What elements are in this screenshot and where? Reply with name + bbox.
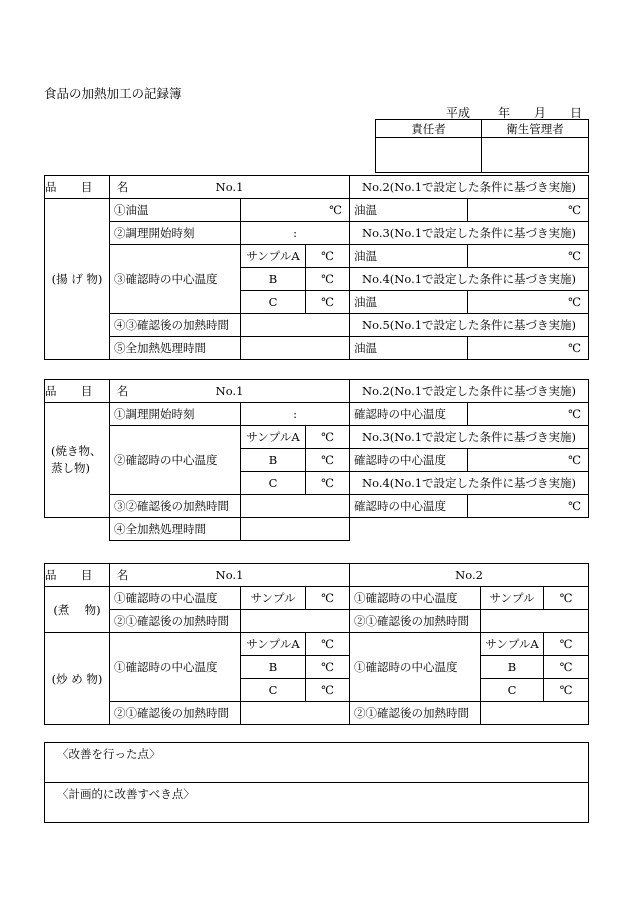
no3-core-temp-field[interactable]: ℃ bbox=[468, 449, 589, 472]
no2-header: No.2(No.1で設定した条件に基づき実施) bbox=[350, 176, 589, 199]
stirfry-no2-sample-a-field[interactable]: ℃ bbox=[544, 633, 589, 656]
stirfry-no2-sample-b-label: B bbox=[481, 656, 544, 679]
no4-oil-temp-label: 油温 bbox=[350, 291, 468, 314]
stirfry-core-temp-label: ①確認時の中心温度 bbox=[110, 633, 241, 702]
grilled-category-line2: 蒸し物) bbox=[51, 461, 90, 475]
boiled-no2-sample-label: サンプル bbox=[481, 587, 544, 610]
cook-start-field[interactable]: : bbox=[241, 403, 350, 426]
heat-after-field[interactable] bbox=[241, 314, 350, 337]
boiled-no2-heat-after-label: ②①確認後の加熱時間 bbox=[350, 610, 481, 633]
sample-b-label: B bbox=[241, 268, 306, 291]
stirfry-no2-sample-b-field[interactable]: ℃ bbox=[544, 656, 589, 679]
no3-header: No.3(No.1で設定した条件に基づき実施) bbox=[350, 222, 589, 245]
stirfry-no2-sample-c-field[interactable]: ℃ bbox=[544, 679, 589, 702]
no2-header: No.2(No.1で設定した条件に基づき実施) bbox=[350, 380, 589, 403]
boiled-sample-label: サンプル bbox=[241, 587, 306, 610]
grilled-category bbox=[45, 403, 110, 518]
heat-after-label: ④③確認後の加熱時間 bbox=[110, 314, 241, 337]
no5-header: No.5(No.1で設定した条件に基づき実施) bbox=[350, 314, 589, 337]
sample-c-label: C bbox=[241, 472, 306, 495]
improved-points-field[interactable]: 〈改善を行った点〉 bbox=[45, 743, 589, 783]
notes-table bbox=[44, 742, 589, 823]
item-name-header: 品 目 名 bbox=[45, 176, 110, 199]
boiled-no2-sample-field[interactable]: ℃ bbox=[544, 587, 589, 610]
hygiene-manager-header: 衛生管理者 bbox=[482, 120, 589, 138]
stirfry-heat-after-field[interactable] bbox=[241, 702, 350, 725]
cook-start-field[interactable]: : bbox=[241, 222, 350, 245]
no2-core-temp-field[interactable]: ℃ bbox=[468, 403, 589, 426]
stirfry-category: (炒 め 物) bbox=[45, 633, 110, 725]
sample-c-label: C bbox=[241, 291, 306, 314]
no4-core-temp-label: 確認時の中心温度 bbox=[350, 495, 468, 518]
boiled-heat-after-field[interactable] bbox=[241, 610, 350, 633]
boiled-no2-core-temp-label: ①確認時の中心温度 bbox=[350, 587, 481, 610]
grilled-category-line1: (焼き物、 bbox=[51, 444, 102, 458]
page-title: 食品の加熱加工の記録簿 bbox=[44, 86, 182, 101]
no3-header: No.3(No.1で設定した条件に基づき実施) bbox=[350, 426, 589, 449]
hygiene-manager-signature-field[interactable] bbox=[482, 138, 589, 173]
stirfry-no2-core-temp-label: ①確認時の中心温度 bbox=[350, 633, 481, 702]
no3-oil-temp-field[interactable]: ℃ bbox=[468, 245, 589, 268]
total-heat-field[interactable] bbox=[241, 518, 350, 541]
heat-after-field[interactable] bbox=[241, 495, 350, 518]
cook-start-label: ①調理開始時刻 bbox=[110, 403, 241, 426]
stirfry-no2-heat-after-field[interactable] bbox=[481, 702, 589, 725]
boiled-stirfry-record-table bbox=[44, 563, 589, 725]
no2-oil-temp-label: 油温 bbox=[350, 199, 468, 222]
responsible-header: 責任者 bbox=[376, 120, 482, 138]
stirfry-sample-a-field[interactable]: ℃ bbox=[306, 633, 350, 656]
stirfry-no2-sample-a-label: サンプルA bbox=[481, 633, 544, 656]
no5-oil-temp-field[interactable]: ℃ bbox=[468, 337, 589, 360]
month-label: 月 bbox=[534, 106, 547, 120]
boiled-category: (煮 物) bbox=[45, 587, 110, 633]
oil-temp-no1-field[interactable]: ℃ bbox=[241, 199, 350, 222]
no4-header: No.4(No.1で設定した条件に基づき実施) bbox=[350, 268, 589, 291]
fried-category: (揚 げ 物) bbox=[45, 199, 110, 360]
total-heat-label: ⑤全加熱処理時間 bbox=[110, 337, 241, 360]
sample-a-label: サンプルA bbox=[241, 426, 306, 449]
no2-core-temp-label: 確認時の中心温度 bbox=[350, 403, 468, 426]
core-temp-label: ③確認時の中心温度 bbox=[110, 245, 241, 314]
stirfry-sample-b-field[interactable]: ℃ bbox=[306, 656, 350, 679]
total-heat-field[interactable] bbox=[241, 337, 350, 360]
sample-c-field[interactable]: ℃ bbox=[306, 472, 350, 495]
no2-oil-temp-field[interactable]: ℃ bbox=[468, 199, 589, 222]
year-label: 年 bbox=[498, 106, 511, 120]
cook-start-label: ②調理開始時刻 bbox=[110, 222, 241, 245]
total-heat-label: ④全加熱処理時間 bbox=[110, 518, 241, 541]
no5-oil-temp-label: 油温 bbox=[350, 337, 468, 360]
stirfry-no2-heat-after-label: ②①確認後の加熱時間 bbox=[350, 702, 481, 725]
item-name-header: 品 目 名 bbox=[45, 564, 110, 587]
signature-table bbox=[375, 119, 589, 173]
core-temp-label: ②確認時の中心温度 bbox=[110, 426, 241, 495]
era-label: 平成 bbox=[446, 106, 471, 120]
no3-core-temp-label: 確認時の中心温度 bbox=[350, 449, 468, 472]
sample-b-label: B bbox=[241, 449, 306, 472]
no2-header: No.2 bbox=[350, 564, 589, 587]
date-line bbox=[430, 104, 590, 120]
stirfry-sample-c-label: C bbox=[241, 679, 306, 702]
responsible-signature-field[interactable] bbox=[376, 138, 482, 173]
no1-header: No.1 bbox=[110, 564, 350, 587]
sample-b-field[interactable]: ℃ bbox=[306, 268, 350, 291]
stirfry-no2-sample-c-label: C bbox=[481, 679, 544, 702]
sample-c-field[interactable]: ℃ bbox=[306, 291, 350, 314]
sample-a-field[interactable]: ℃ bbox=[306, 245, 350, 268]
boiled-sample-field[interactable]: ℃ bbox=[306, 587, 350, 610]
fried-record-table bbox=[44, 175, 589, 360]
no4-header: No.4(No.1で設定した条件に基づき実施) bbox=[350, 472, 589, 495]
item-name-header: 品 目 名 bbox=[45, 380, 110, 403]
day-label: 日 bbox=[570, 106, 583, 120]
sample-b-field[interactable]: ℃ bbox=[306, 449, 350, 472]
oil-temp-label: ①油温 bbox=[110, 199, 241, 222]
boiled-core-temp-label: ①確認時の中心温度 bbox=[110, 587, 241, 610]
grilled-record-table bbox=[44, 379, 589, 541]
no4-oil-temp-field[interactable]: ℃ bbox=[468, 291, 589, 314]
heat-after-label: ③②確認後の加熱時間 bbox=[110, 495, 241, 518]
sample-a-label: サンプルA bbox=[241, 245, 306, 268]
stirfry-sample-a-label: サンプルA bbox=[241, 633, 306, 656]
stirfry-heat-after-label: ②①確認後の加熱時間 bbox=[110, 702, 241, 725]
no4-core-temp-field[interactable]: ℃ bbox=[468, 495, 589, 518]
sample-a-field[interactable]: ℃ bbox=[306, 426, 350, 449]
boiled-no2-heat-after-field[interactable] bbox=[481, 610, 589, 633]
no3-oil-temp-label: 油温 bbox=[350, 245, 468, 268]
no1-header: No.1 bbox=[110, 380, 350, 403]
stirfry-sample-c-field[interactable]: ℃ bbox=[306, 679, 350, 702]
planned-improvements-field[interactable]: 〈計画的に改善すべき点〉 bbox=[45, 783, 589, 823]
stirfry-sample-b-label: B bbox=[241, 656, 306, 679]
boiled-heat-after-label: ②①確認後の加熱時間 bbox=[110, 610, 241, 633]
no1-header: No.1 bbox=[110, 176, 350, 199]
